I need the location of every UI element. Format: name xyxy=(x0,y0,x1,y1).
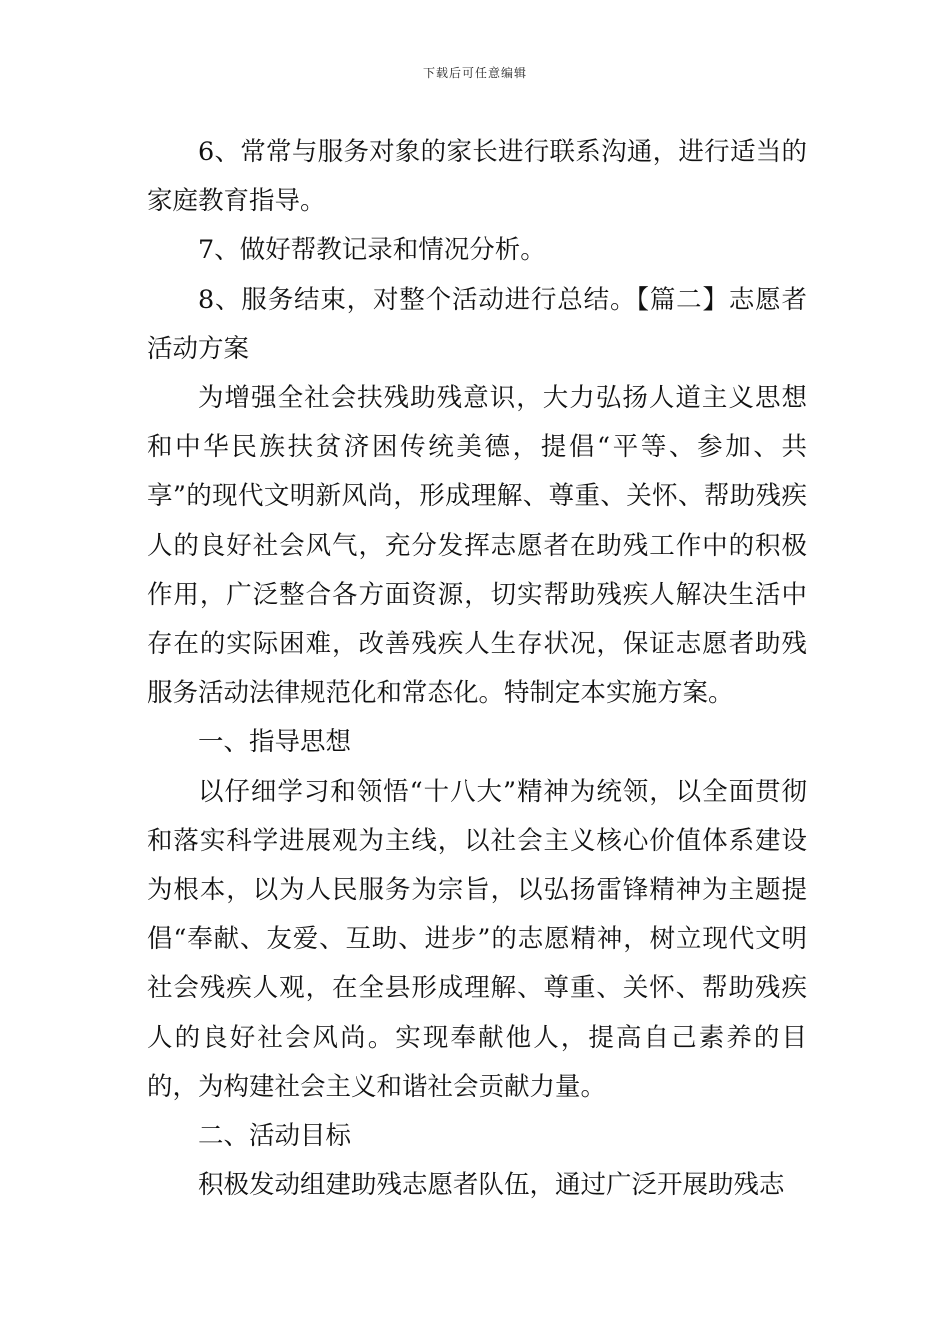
paragraph-guiding-ideology: 以仔细学习和领悟“十八大”精神为统领，以全面贯彻和落实科学进展观为主线，以社会主义核心价值体系建设为根本，以为人民服务为宗旨，以弘扬雷锋精神为主题提倡“奉献、友爱、互助、进步”的志愿精神，树立现代文明社会残疾人观，在全县形成理解、尊重、关怀、帮助残疾人的良好社会风尚。实现奉献他人，提高自己素养的目的，为构建社会主义和谐社会贡献力量。 xyxy=(147,776,807,1102)
page-header: 下载后可任意编辑 xyxy=(422,66,527,80)
paragraph-item-6: 6、常常与服务对象的家长进行联系沟通，进行适当的家庭教育指导。 xyxy=(147,137,807,217)
section-heading-guiding-ideology: 一、指导思想 xyxy=(198,727,352,758)
paragraph-activity-goals: 积极发动组建助残志愿者队伍，通过广泛开展助残志 xyxy=(198,1170,785,1201)
section-heading-activity-goals: 二、活动目标 xyxy=(198,1121,352,1152)
paragraph-intro: 为增强全社会扶残助残意识，大力弘扬人道主义思想和中华民族扶贫济困传统美德，提倡“平等、参加、共享”的现代文明新风尚，形成理解、尊重、关怀、帮助残疾人的良好社会风气，充分发挥志愿者在助残工作中的积极作用，广泛整合各方面资源，切实帮助残疾人解决生活中存在的实际困难，改善残疾人生存状况，保证志愿者助残服务活动法律规范化和常态化。特制定本实施方案。 xyxy=(147,383,807,709)
paragraph-item-7: 7、做好帮教记录和情况分析。 xyxy=(198,235,546,266)
paragraph-item-8: 8、服务结束，对整个活动进行总结。【篇二】志愿者活动方案 xyxy=(147,284,807,364)
document-body xyxy=(147,128,807,1210)
